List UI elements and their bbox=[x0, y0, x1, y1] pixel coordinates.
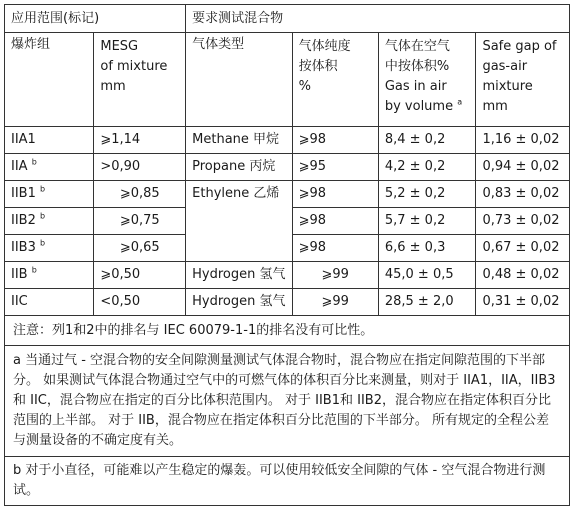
cell-concentration: 28,5 ± 2,0 bbox=[378, 289, 476, 316]
cell-purity: ⩾98 bbox=[292, 208, 378, 235]
cell-group: IIB $^b$ bbox=[5, 262, 94, 289]
general-note: 注意：列1和2中的排名与 IEC 60079-1-1的排名没有可比性。 bbox=[5, 316, 570, 346]
note-row bbox=[5, 346, 570, 457]
cell-purity: ⩾98 bbox=[292, 181, 378, 208]
cell-concentration: 45,0 ± 0,5 bbox=[378, 262, 476, 289]
table-row bbox=[5, 181, 570, 208]
cell-purity: ⩾98 bbox=[292, 235, 378, 262]
table-row bbox=[5, 154, 570, 181]
cell-mesg: ⩾1,14 bbox=[94, 127, 186, 154]
footnote-a: a 当通过气 - 空混合物的安全间隙测量测试气体混合物时，混合物应在指定间隙范围的下半部分。 如果测试气体混合物通过空气中的可燃气体的体积百分比来测量，则对于 IIA1，IIA，IIB3和 IIC，混合物应在指定的百分比体积范围内。 对于 IIB1和 IIB2，混合物应在指定体积百分比范围的上半部。 对于 IIB，混合物应在指定体积百分比范围的下半部分。 所有规定的全程公差与测量设备的不确定度有关。 bbox=[5, 346, 570, 457]
cell-concentration: 6,6 ± 0,3 bbox=[378, 235, 476, 262]
col-header-group: 爆炸组 bbox=[5, 33, 94, 127]
cell-gas: Hydrogen 氢气 bbox=[186, 289, 293, 316]
cell-mesg: >0,90 bbox=[94, 154, 186, 181]
column-header-row bbox=[5, 33, 570, 127]
cell-safe-gap: 1,16 ± 0,02 bbox=[476, 127, 570, 154]
cell-mesg: ⩾0,65 bbox=[94, 235, 186, 262]
cell-safe-gap: 0,83 ± 0,02 bbox=[476, 181, 570, 208]
cell-purity: ⩾99 bbox=[292, 262, 378, 289]
col-header-purity: 气体纯度 按体积 % bbox=[292, 33, 378, 127]
cell-safe-gap: 0,67 ± 0,02 bbox=[476, 235, 570, 262]
table-row bbox=[5, 127, 570, 154]
cell-group: IIB2 $^b$ bbox=[5, 208, 94, 235]
cell-concentration: 5,7 ± 0,2 bbox=[378, 208, 476, 235]
cell-mesg: ⩾0,50 bbox=[94, 262, 186, 289]
cell-purity: ⩾95 bbox=[292, 154, 378, 181]
application-range-title: 应用范围(标记) bbox=[5, 5, 186, 33]
cell-group: IIB1 $^b$ bbox=[5, 181, 94, 208]
col-header-mesg: MESG of mixture mm bbox=[94, 33, 186, 127]
col-header-gas-type: 气体类型 bbox=[186, 33, 293, 127]
cell-gas: Propane 丙烷 bbox=[186, 154, 293, 181]
cell-safe-gap: 0,94 ± 0,02 bbox=[476, 154, 570, 181]
table-title-row bbox=[5, 5, 570, 33]
note-row bbox=[5, 316, 570, 346]
cell-mesg: ⩾0,85 bbox=[94, 181, 186, 208]
footnote-b: b 对于小直径，可能难以产生稳定的爆轰。可以使用较低安全间隙的气体 - 空气混合物进行测试。 bbox=[5, 457, 570, 506]
cell-concentration: 4,2 ± 0,2 bbox=[378, 154, 476, 181]
required-mixture-title: 要求测试混合物 bbox=[186, 5, 570, 33]
cell-mesg: ⩾0,75 bbox=[94, 208, 186, 235]
cell-mesg: <0,50 bbox=[94, 289, 186, 316]
table-row bbox=[5, 289, 570, 316]
cell-gas: Ethylene 乙烯 bbox=[186, 181, 293, 262]
col-header-concentration-footnote: a bbox=[457, 97, 463, 107]
col-header-safe-gap: Safe gap of gas-air mixture mm bbox=[476, 33, 570, 127]
cell-safe-gap: 0,48 ± 0,02 bbox=[476, 262, 570, 289]
col-header-concentration-text: 气体在空气 中按体积% Gas in air by volume bbox=[384, 39, 454, 114]
cell-group: IIA $^b$ bbox=[5, 154, 94, 181]
gas-mixture-table bbox=[4, 4, 570, 506]
cell-concentration: 5,2 ± 0,2 bbox=[378, 181, 476, 208]
cell-purity: ⩾99 bbox=[292, 289, 378, 316]
col-header-concentration bbox=[378, 33, 476, 127]
cell-group: IIC bbox=[5, 289, 94, 316]
table-row bbox=[5, 262, 570, 289]
cell-safe-gap: 0,73 ± 0,02 bbox=[476, 208, 570, 235]
cell-safe-gap: 0,31 ± 0,02 bbox=[476, 289, 570, 316]
cell-group: IIA1 bbox=[5, 127, 94, 154]
cell-gas: Methane 甲烷 bbox=[186, 127, 293, 154]
cell-group: IIB3 $^b$ bbox=[5, 235, 94, 262]
cell-purity: ⩾98 bbox=[292, 127, 378, 154]
note-row bbox=[5, 457, 570, 506]
cell-concentration: 8,4 ± 0,2 bbox=[378, 127, 476, 154]
cell-gas: Hydrogen 氢气 bbox=[186, 262, 293, 289]
